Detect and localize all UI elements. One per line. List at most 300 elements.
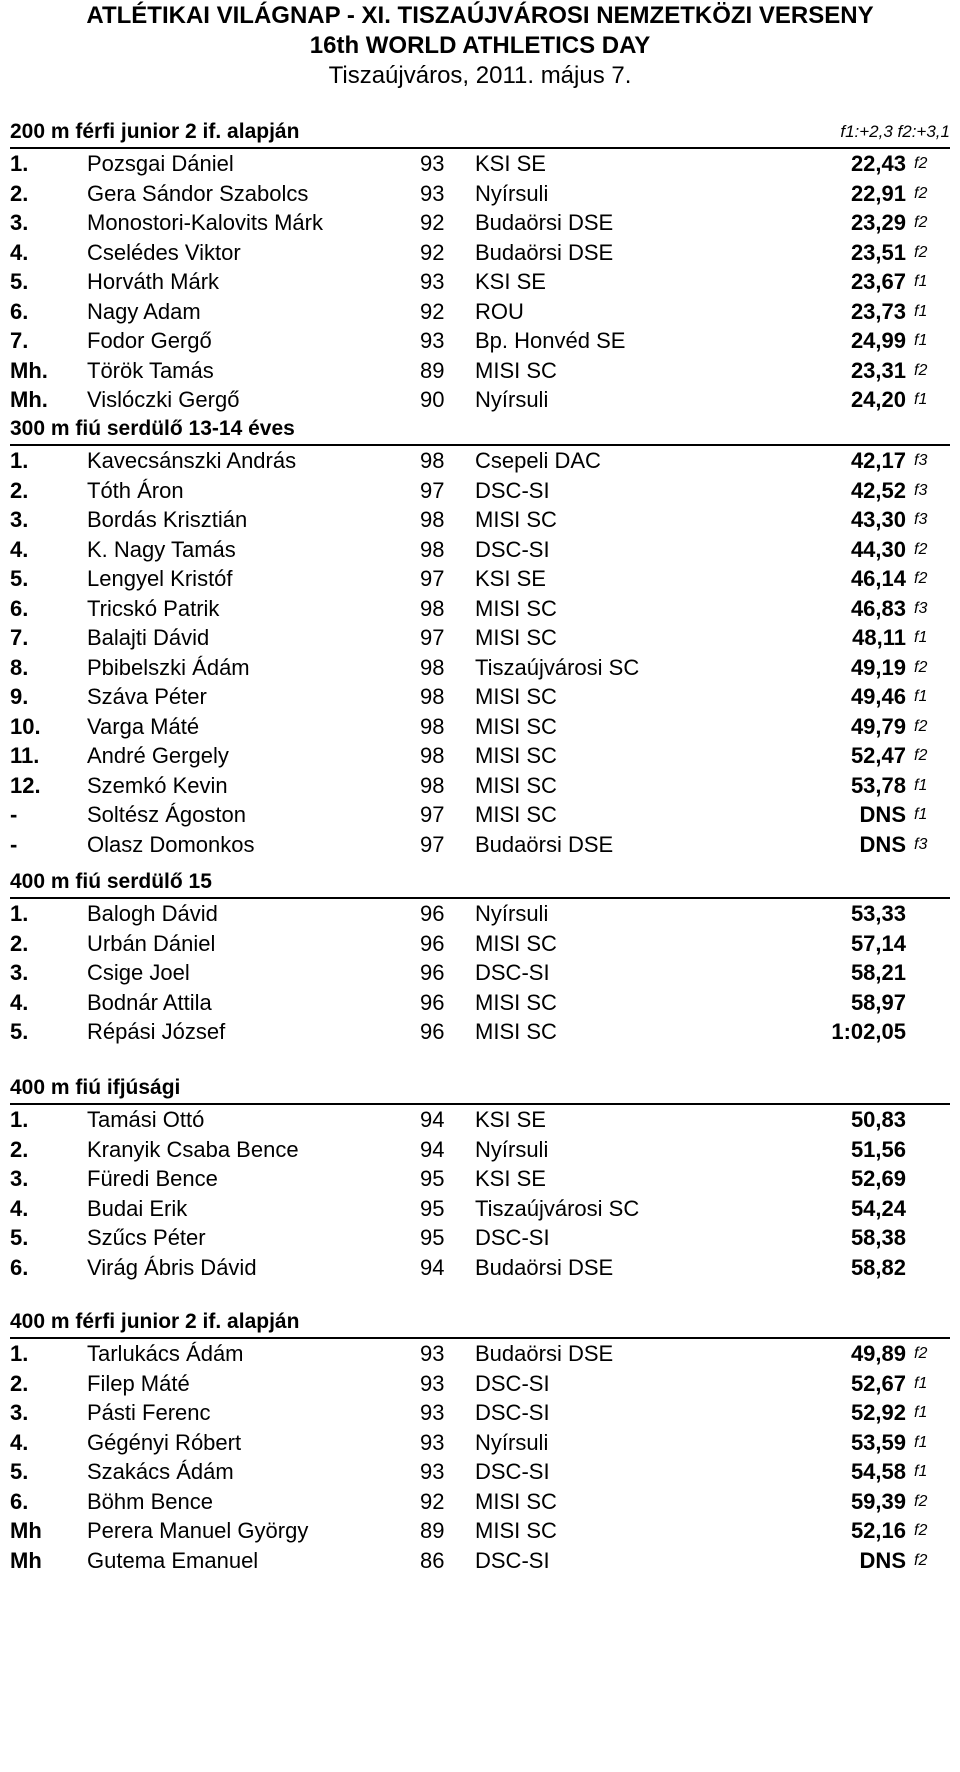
result-time: 46,14 (850, 566, 906, 591)
heat-label: f1 (914, 302, 928, 320)
result-row (10, 594, 950, 624)
result-time: 22,91 (850, 180, 906, 206)
wind-info: f1:+2,3 f2:+3,1 (840, 122, 950, 141)
result-time: 58,38 (850, 1225, 906, 1250)
birth-year: 98 (420, 536, 445, 562)
result-row (10, 929, 950, 959)
club-name: MISI SC (475, 1488, 557, 1514)
place: 12. (10, 772, 41, 798)
birth-year: 98 (420, 684, 445, 709)
athlete-name: Bodnár Attila (87, 989, 212, 1015)
place: 6. (10, 1254, 29, 1280)
place: - (10, 831, 18, 857)
club-name: DSC-SI (475, 1370, 550, 1396)
athlete-name: Nagy Adam (87, 298, 201, 324)
place: - (10, 802, 18, 827)
result-row (10, 1105, 950, 1135)
club-name: MISI SC (475, 743, 557, 768)
event-title: ATLÉTIKAI VILÁGNAP - XI. TISZAÚJVÁROSI NEMZETKÖZI VERSENY (86, 2, 874, 29)
club-name: MISI SC (475, 1019, 557, 1044)
heat-label: f3 (914, 452, 928, 469)
club-name: MISI SC (475, 1518, 557, 1543)
result-row (10, 958, 950, 988)
club-name: DSC-SI (475, 477, 550, 503)
heat-label: f2 (914, 243, 928, 261)
athlete-name: Soltész Ágoston (87, 802, 246, 827)
place: 3. (10, 1400, 29, 1425)
result-time: 46,83 (850, 595, 906, 621)
birth-year: 93 (420, 151, 445, 176)
result-time: 43,30 (850, 507, 906, 532)
club-name: Budaörsi DSE (475, 210, 614, 235)
athlete-name: Tóth Áron (87, 477, 184, 503)
birth-year: 86 (420, 1547, 445, 1573)
athlete-name: Kranyik Csaba Bence (87, 1136, 299, 1162)
result-time: 50,83 (850, 1107, 906, 1132)
result-time: 48,11 (852, 625, 906, 650)
athlete-name: Böhm Bence (87, 1488, 213, 1514)
event-name: 400 m férfi junior 2 if. alapján (10, 1310, 300, 1333)
place: Mh. (10, 387, 48, 412)
result-row (10, 446, 950, 476)
athlete-name: Varga Máté (87, 713, 200, 739)
event-name: 400 m fiú ifjúsági (10, 1076, 181, 1099)
club-name: Nyírsuli (475, 1429, 549, 1455)
result-time: 52,47 (850, 743, 906, 768)
athlete-name: Lengyel Kristóf (87, 566, 233, 591)
place: 3. (10, 210, 29, 235)
result-row (10, 988, 950, 1018)
athlete-name: Szakács Ádám (87, 1459, 234, 1484)
heat-label: f2 (914, 214, 928, 231)
athlete-name: Cselédes Viktor (87, 239, 241, 265)
club-name: DSC-SI (475, 1225, 550, 1250)
event-location-date: Tiszaújváros, 2011. május 7. (328, 62, 632, 89)
result-row (10, 623, 950, 653)
athlete-name: Csige Joel (87, 960, 190, 985)
club-name: MISI SC (475, 684, 557, 709)
club-name: Budaörsi DSE (475, 1254, 614, 1280)
club-name: Budaörsi DSE (475, 1341, 614, 1366)
birth-year: 97 (420, 566, 445, 591)
birth-year: 97 (420, 477, 445, 503)
result-time: 51,56 (850, 1136, 906, 1162)
result-time: 53,33 (850, 901, 906, 926)
heat-label: f1 (914, 273, 928, 290)
result-row (10, 1457, 950, 1487)
athlete-name: Pásti Ferenc (87, 1400, 211, 1425)
section-title (10, 118, 950, 149)
place: 4. (10, 1429, 29, 1455)
birth-year: 89 (420, 357, 445, 383)
result-row (10, 830, 950, 860)
heat-label: f2 (914, 540, 928, 558)
result-row (10, 535, 950, 565)
athlete-name: Török Tamás (87, 357, 214, 383)
athlete-name: Fodor Gergő (87, 328, 212, 353)
result-row (10, 1339, 950, 1369)
place: 2. (10, 1370, 29, 1396)
result-time: DNS (859, 1547, 906, 1573)
club-name: KSI SE (475, 151, 546, 176)
result-time: 42,52 (850, 477, 906, 503)
club-name: Nyírsuli (475, 901, 549, 926)
section-title (10, 415, 950, 446)
heat-label: f1 (914, 776, 928, 794)
heat-label: f1 (914, 806, 928, 823)
result-row (10, 149, 950, 179)
athlete-name: Olasz Domonkos (87, 831, 255, 857)
athlete-name: Gera Sándor Szabolcs (87, 180, 309, 206)
result-row (10, 800, 950, 830)
heat-label: f1 (914, 332, 928, 349)
result-row (10, 326, 950, 356)
result-section (10, 1308, 950, 1575)
result-row (10, 505, 950, 535)
result-row (10, 1516, 950, 1546)
birth-year: 92 (420, 1488, 445, 1514)
club-name: MISI SC (475, 802, 557, 827)
club-name: Bp. Honvéd SE (475, 328, 626, 353)
place: 5. (10, 1459, 29, 1484)
place: 1. (10, 1341, 29, 1366)
athlete-name: Perera Manuel György (87, 1518, 309, 1543)
place: 7. (10, 625, 29, 650)
club-name: DSC-SI (475, 960, 550, 985)
result-time: 54,24 (850, 1195, 906, 1221)
result-time: 58,21 (850, 960, 906, 985)
heat-label: f2 (914, 184, 928, 202)
result-time: 57,14 (850, 930, 906, 956)
result-row (10, 1253, 950, 1283)
result-row (10, 1428, 950, 1458)
place: 4. (10, 239, 29, 265)
result-section (10, 1074, 950, 1282)
section-title (10, 868, 950, 899)
result-row (10, 1164, 950, 1194)
birth-year: 98 (420, 743, 445, 768)
birth-year: 94 (420, 1136, 445, 1162)
result-row (10, 712, 950, 742)
birth-year: 90 (420, 387, 445, 412)
result-time: 24,20 (850, 387, 906, 412)
place: 3. (10, 960, 29, 985)
result-row (10, 179, 950, 209)
result-time: 49,79 (850, 713, 906, 739)
heat-label: f2 (914, 1345, 928, 1362)
place: 6. (10, 1488, 29, 1514)
athlete-name: Vislóczki Gergő (87, 387, 240, 412)
heat-label: f2 (914, 1522, 928, 1539)
birth-year: 95 (420, 1166, 445, 1191)
birth-year: 98 (420, 713, 445, 739)
result-time: 59,39 (850, 1488, 906, 1514)
club-name: KSI SE (475, 1166, 546, 1191)
result-row (10, 238, 950, 268)
birth-year: 96 (420, 901, 445, 926)
birth-year: 98 (420, 772, 445, 798)
birth-year: 95 (420, 1195, 445, 1221)
club-name: Nyírsuli (475, 1136, 549, 1162)
result-time: 49,89 (850, 1341, 906, 1366)
heat-label: f1 (914, 1374, 928, 1392)
event-name: 200 m férfi junior 2 if. alapján (10, 120, 300, 143)
birth-year: 92 (420, 239, 445, 265)
heat-label: f3 (914, 481, 928, 499)
result-row (10, 476, 950, 506)
heat-label: f2 (914, 361, 928, 379)
place: 9. (10, 684, 29, 709)
place: 1. (10, 448, 29, 473)
athlete-name: Budai Erik (87, 1195, 188, 1221)
result-time: 49,19 (850, 654, 906, 680)
birth-year: 96 (420, 960, 445, 985)
result-time: 52,67 (850, 1370, 906, 1396)
place: 5. (10, 1225, 29, 1250)
result-time: 53,78 (850, 772, 906, 798)
result-time: 58,97 (850, 989, 906, 1015)
place: 5. (10, 1019, 29, 1044)
club-name: DSC-SI (475, 1400, 550, 1425)
place: 1. (10, 151, 29, 176)
heat-label: f2 (914, 1492, 928, 1510)
heat-label: f2 (914, 1551, 928, 1569)
birth-year: 95 (420, 1225, 445, 1250)
athlete-name: André Gergely (87, 743, 229, 768)
athlete-name: Gégényi Róbert (87, 1429, 242, 1455)
place: 4. (10, 536, 29, 562)
birth-year: 92 (420, 298, 445, 324)
result-row (10, 1546, 950, 1576)
heat-label: f2 (914, 747, 928, 764)
heat-label: f1 (914, 1433, 928, 1451)
club-name: KSI SE (475, 269, 546, 294)
athlete-name: Pbibelszki Ádám (87, 654, 250, 680)
result-row (10, 682, 950, 712)
athlete-name: Horváth Márk (87, 269, 220, 294)
document-header (0, 0, 960, 91)
result-time: 23,51 (850, 239, 906, 265)
result-time: 54,58 (850, 1459, 906, 1484)
birth-year: 93 (420, 180, 445, 206)
result-row (10, 899, 950, 929)
club-name: MISI SC (475, 595, 557, 621)
club-name: DSC-SI (475, 536, 550, 562)
result-time: 23,73 (850, 298, 906, 324)
result-row (10, 1017, 950, 1047)
heat-label: f1 (914, 1404, 928, 1421)
birth-year: 97 (420, 802, 445, 827)
result-time: DNS (859, 831, 906, 857)
result-row (10, 1398, 950, 1428)
heat-label: f2 (914, 570, 928, 587)
result-time: 42,17 (850, 448, 906, 473)
heat-label: f2 (914, 155, 928, 172)
place: 5. (10, 566, 29, 591)
club-name: MISI SC (475, 357, 557, 383)
result-section (10, 118, 950, 415)
event-subtitle: 16th WORLD ATHLETICS DAY (309, 32, 651, 59)
club-name: KSI SE (475, 1107, 546, 1132)
club-name: MISI SC (475, 625, 557, 650)
athlete-name: Száva Péter (87, 684, 207, 709)
heat-label: f1 (914, 391, 928, 408)
birth-year: 94 (420, 1107, 445, 1132)
athlete-name: Balajti Dávid (87, 625, 210, 650)
athlete-name: Monostori-Kalovits Márk (87, 210, 323, 235)
birth-year: 98 (420, 654, 445, 680)
place: 6. (10, 298, 29, 324)
birth-year: 93 (420, 269, 445, 294)
result-time: 1:02,05 (831, 1019, 906, 1044)
place: 2. (10, 477, 29, 503)
heat-label: f3 (914, 835, 928, 853)
place: 3. (10, 1166, 29, 1191)
athlete-name: Füredi Bence (87, 1166, 218, 1191)
club-name: Nyírsuli (475, 180, 549, 206)
heat-label: f1 (914, 629, 928, 646)
result-time: 23,67 (850, 269, 906, 294)
result-row (10, 653, 950, 683)
club-name: KSI SE (475, 566, 546, 591)
result-time: 44,30 (850, 536, 906, 562)
place: 5. (10, 269, 29, 294)
athlete-name: Szemkó Kevin (87, 772, 228, 798)
club-name: Nyírsuli (475, 387, 549, 412)
birth-year: 93 (420, 1341, 445, 1366)
result-time: 52,69 (850, 1166, 906, 1191)
result-time: 23,31 (850, 357, 906, 383)
birth-year: 94 (420, 1254, 445, 1280)
club-name: MISI SC (475, 713, 557, 739)
club-name: Tiszaújvárosi SC (475, 1195, 640, 1221)
heat-label: f1 (914, 688, 928, 705)
result-time: 24,99 (850, 328, 906, 353)
athlete-name: Kavecsánszki András (87, 448, 297, 473)
place: 2. (10, 1136, 29, 1162)
heat-label: f3 (914, 511, 928, 528)
athlete-name: Bordás Krisztián (87, 507, 248, 532)
result-row (10, 267, 950, 297)
result-row (10, 208, 950, 238)
club-name: DSC-SI (475, 1459, 550, 1484)
place: 1. (10, 901, 29, 926)
birth-year: 98 (420, 448, 445, 473)
birth-year: 96 (420, 1019, 445, 1044)
birth-year: 96 (420, 989, 445, 1015)
heat-label: f2 (914, 658, 928, 676)
place: 1. (10, 1107, 29, 1132)
place: 2. (10, 930, 29, 956)
place: 8. (10, 654, 29, 680)
athlete-name: Virág Ábris Dávid (87, 1254, 257, 1280)
athlete-name: Szűcs Péter (87, 1225, 206, 1250)
athlete-name: Balogh Dávid (87, 901, 218, 926)
place: 7. (10, 328, 29, 353)
result-time: 52,92 (850, 1400, 906, 1425)
place: 11. (10, 743, 40, 768)
place: 4. (10, 989, 29, 1015)
result-section (10, 868, 950, 1047)
result-row (10, 771, 950, 801)
club-name: Budaörsi DSE (475, 831, 614, 857)
result-row (10, 1194, 950, 1224)
event-name: 400 m fiú serdülő 15 (10, 870, 212, 893)
result-time: 58,82 (850, 1254, 906, 1280)
club-name: ROU (475, 298, 524, 324)
club-name: DSC-SI (475, 1547, 550, 1573)
section-title (10, 1074, 950, 1105)
place: 3. (10, 507, 29, 532)
athlete-name: Tarlukács Ádám (87, 1341, 244, 1366)
club-name: Tiszaújvárosi SC (475, 654, 640, 680)
athlete-name: Pozsgai Dániel (87, 151, 234, 176)
athlete-name: K. Nagy Tamás (87, 536, 236, 562)
place: Mh (10, 1547, 42, 1573)
result-time: DNS (859, 802, 906, 827)
club-name: MISI SC (475, 772, 557, 798)
result-time: 49,46 (850, 684, 906, 709)
result-row (10, 564, 950, 594)
result-time: 53,59 (850, 1429, 906, 1455)
birth-year: 92 (420, 210, 445, 235)
result-row (10, 385, 950, 415)
place: 10. (10, 713, 41, 739)
place: 2. (10, 180, 29, 206)
birth-year: 96 (420, 930, 445, 956)
birth-year: 98 (420, 595, 445, 621)
athlete-name: Tamási Ottó (87, 1107, 205, 1132)
birth-year: 93 (420, 1429, 445, 1455)
birth-year: 93 (420, 1370, 445, 1396)
athlete-name: Urbán Dániel (87, 930, 216, 956)
athlete-name: Répási József (87, 1019, 226, 1044)
birth-year: 98 (420, 507, 445, 532)
result-row (10, 1223, 950, 1253)
club-name: MISI SC (475, 989, 557, 1015)
result-section (10, 415, 950, 859)
place: Mh. (10, 357, 48, 383)
heat-label: f1 (914, 1463, 928, 1480)
heat-label: f3 (914, 599, 928, 617)
birth-year: 97 (420, 625, 445, 650)
athlete-name: Tricskó Patrik (87, 595, 220, 621)
birth-year: 93 (420, 328, 445, 353)
result-row (10, 297, 950, 327)
club-name: Budaörsi DSE (475, 239, 614, 265)
event-name: 300 m fiú serdülő 13-14 éves (10, 417, 295, 440)
birth-year: 89 (420, 1518, 445, 1543)
section-title (10, 1308, 950, 1339)
athlete-name: Filep Máté (87, 1370, 190, 1396)
place: 6. (10, 595, 29, 621)
place: Mh (10, 1518, 42, 1543)
result-row (10, 1487, 950, 1517)
result-time: 23,29 (850, 210, 906, 235)
result-row (10, 1369, 950, 1399)
result-time: 22,43 (850, 151, 906, 176)
result-row (10, 356, 950, 386)
result-row (10, 741, 950, 771)
place: 4. (10, 1195, 29, 1221)
heat-label: f2 (914, 717, 928, 735)
result-time: 52,16 (850, 1518, 906, 1543)
birth-year: 93 (420, 1459, 445, 1484)
birth-year: 93 (420, 1400, 445, 1425)
athlete-name: Gutema Emanuel (87, 1547, 259, 1573)
birth-year: 97 (420, 831, 445, 857)
result-row (10, 1135, 950, 1165)
